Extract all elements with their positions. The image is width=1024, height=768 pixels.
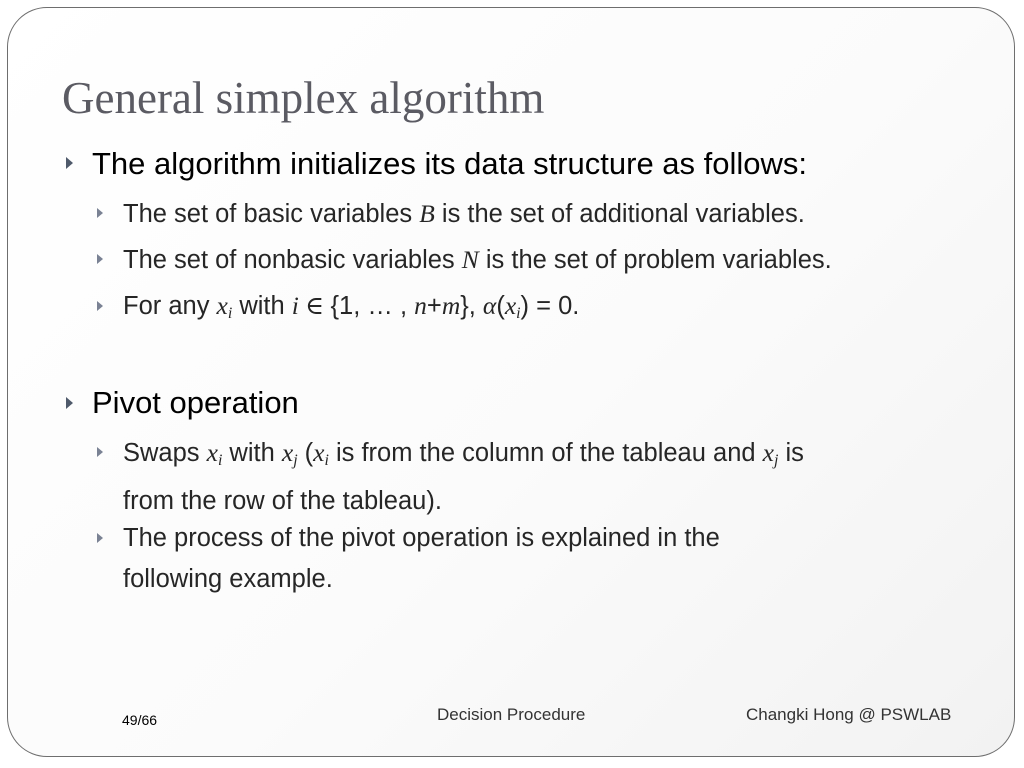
text-fragment: following example. — [123, 565, 333, 593]
bullet-1-text: The algorithm initializes its data structure as follows: — [92, 146, 808, 181]
sub-bullet-arrow-icon — [97, 208, 103, 218]
math-var-x — [217, 291, 233, 320]
math-var-n: n — [414, 291, 427, 320]
sub-bullet-initial-assignment — [123, 285, 579, 334]
math-symbol: x — [504, 291, 517, 320]
text-fragment: with — [232, 292, 292, 320]
footer-author: Changki Hong @ PSWLAB — [746, 705, 952, 724]
bullet-arrow-icon — [66, 397, 73, 409]
page-number: 49/66 — [122, 712, 158, 728]
sub-bullet-arrow-icon — [97, 447, 103, 457]
text-fragment: from the row of the tableau). — [123, 486, 442, 515]
text-fragment: The process of the pivot operation is explained in the — [123, 524, 720, 552]
text-fragment: Swaps — [123, 439, 207, 467]
math-alpha: α — [482, 291, 497, 320]
text-fragment: is the set of additional variables. — [434, 200, 805, 228]
math-symbol: x — [313, 438, 325, 467]
math-var-x — [282, 438, 298, 467]
text-fragment: is the set of problem variables. — [478, 246, 832, 274]
text-fragment: }, — [460, 292, 483, 320]
text-fragment: {1, … , — [330, 292, 415, 320]
math-subscript: i — [217, 451, 223, 469]
text-fragment: with — [222, 439, 282, 467]
math-symbol: x — [216, 291, 228, 320]
sub-bullet-arrow-icon — [97, 301, 103, 311]
math-subscript: i — [516, 304, 521, 322]
math-symbol: x — [206, 438, 218, 467]
text-fragment: ) = 0. — [520, 292, 580, 320]
math-symbol: x — [281, 438, 294, 467]
text-fragment: For any — [123, 292, 217, 320]
text-fragment: The set of nonbasic variables — [123, 246, 462, 274]
sub-bullet-example — [123, 518, 720, 600]
text-fragment: The set of basic variables — [123, 200, 420, 228]
bullet-2-text: Pivot operation — [92, 385, 299, 420]
math-var-x — [207, 438, 223, 467]
math-subscript: j — [773, 451, 779, 469]
sub-bullet-arrow-icon — [97, 254, 103, 264]
text-fragment: ( — [297, 439, 314, 467]
footer-center-text: Decision Procedure — [437, 705, 586, 724]
text-fragment: ( — [496, 292, 505, 320]
math-var-B: B — [419, 199, 435, 228]
math-var-x — [313, 438, 329, 467]
math-var-x — [763, 438, 779, 467]
text-fragment: is — [778, 439, 804, 467]
sub-bullet-basic-vars — [123, 193, 805, 235]
math-var-N: N — [461, 245, 479, 274]
math-var-i: i — [291, 291, 299, 320]
math-var-m: m — [441, 291, 461, 320]
math-subscript: j — [293, 451, 298, 469]
slide-title: General simplex algorithm — [62, 73, 545, 123]
text-fragment: + — [426, 292, 442, 320]
math-subscript: i — [227, 304, 233, 322]
sub-bullet-nonbasic-vars — [123, 239, 832, 281]
sub-bullet-arrow-icon — [97, 533, 103, 543]
math-symbol: x — [762, 438, 774, 467]
math-element-of: ∈ — [298, 291, 331, 320]
text-fragment: is from the column of the tableau and — [328, 439, 763, 467]
math-var-x — [505, 291, 521, 320]
math-subscript: i — [324, 451, 329, 469]
bullet-arrow-icon — [66, 157, 73, 169]
sub-bullet-swap — [123, 432, 973, 522]
